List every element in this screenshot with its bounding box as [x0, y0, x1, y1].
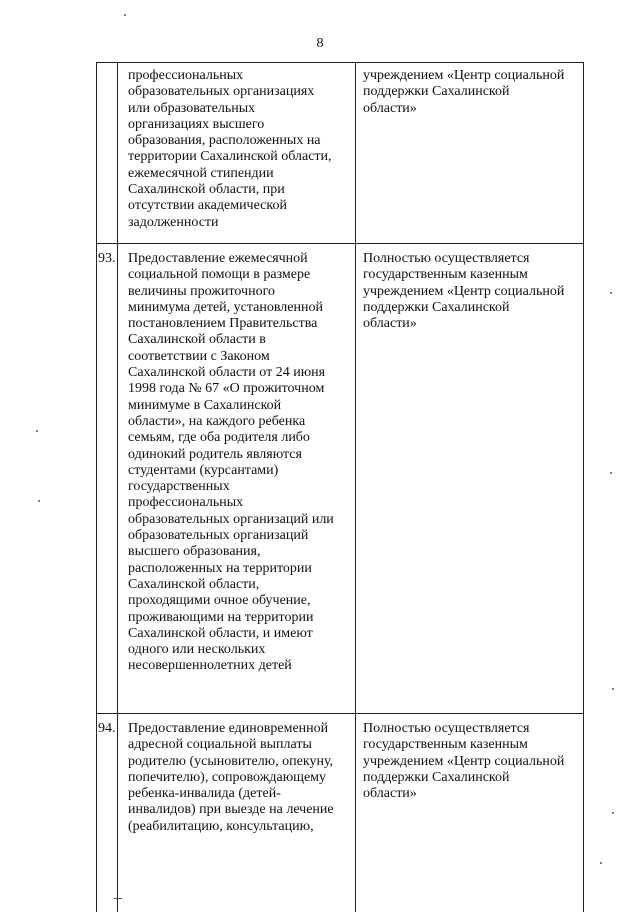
text-line: Сахалинской области, при	[128, 182, 285, 198]
scan-speck	[114, 898, 122, 899]
text-line: расположенных на территории	[128, 560, 312, 576]
text-line: профессиональных	[128, 495, 244, 511]
text-line: отсутствии академической	[128, 198, 287, 214]
text-line: Сахалинской области, и имеют	[128, 625, 313, 641]
text-line: учреждением «Центр социальной	[363, 283, 565, 299]
scan-speck	[36, 430, 38, 432]
text-line: социальной помощи в размере	[128, 267, 311, 283]
text-line: адресной социальной выплаты	[128, 737, 312, 753]
text-line: поддержки Сахалинской	[363, 299, 510, 315]
text-line: проходящими очное обучение,	[128, 593, 311, 609]
text-line: профессиональных	[128, 68, 244, 83]
text-line: минимуме в Сахалинской	[128, 397, 282, 413]
scan-speck	[124, 14, 126, 16]
text-line: Предоставление единовременной	[128, 721, 329, 736]
text-line: одного или нескольких	[128, 642, 266, 658]
text-line: величины прожиточного	[128, 283, 275, 299]
text-line: учреждением «Центр социальной	[363, 68, 565, 83]
text-line: семьям, где оба родителя либо	[128, 430, 310, 446]
implementation-note	[363, 68, 583, 117]
scan-speck	[610, 292, 612, 294]
text-line: образовательных организаций	[128, 528, 309, 544]
text-line: Предоставление ежемесячной	[128, 251, 308, 266]
text-line: минимума детей, установленной	[128, 299, 323, 315]
text-line: задолженности	[128, 214, 219, 230]
text-line: области»	[363, 786, 417, 802]
table-row	[97, 63, 583, 243]
text-line: попечителю), сопровождающему	[128, 769, 327, 785]
implementation-note	[363, 251, 583, 332]
text-line: организациях высшего	[128, 116, 265, 132]
text-line: образовательных организациях	[128, 84, 315, 100]
text-line: государственным казенным	[363, 737, 528, 753]
text-line: поддержки Сахалинской	[363, 84, 510, 100]
text-line: образования, расположенных на	[128, 133, 321, 149]
text-line: одинокий родитель являются	[128, 446, 302, 462]
text-line: территории Сахалинской области,	[128, 149, 332, 165]
text-line: постановлением Правительства	[128, 316, 318, 332]
text-line: инвалидов) при выезде на лечение	[128, 802, 334, 818]
table-row	[97, 713, 583, 914]
text-line: Полностью осуществляется	[363, 721, 530, 736]
implementation-note	[363, 721, 583, 802]
table-row	[97, 243, 583, 714]
service-description	[128, 721, 352, 835]
scan-speck	[38, 500, 40, 502]
text-line: высшего образования,	[128, 544, 261, 560]
text-line: области»	[363, 316, 417, 332]
text-line: области», на каждого ребенка	[128, 413, 306, 429]
page-number: 8	[316, 36, 324, 51]
text-line: ребенка-инвалида (детей-	[128, 786, 281, 802]
scan-speck	[610, 472, 612, 474]
text-line: ежемесячной стипендии	[128, 165, 274, 181]
text-line: соответствии с Законом	[128, 348, 270, 364]
text-line: образовательных организаций или	[128, 511, 334, 527]
scan-speck	[612, 812, 614, 814]
text-line: государственным казенным	[363, 267, 528, 283]
text-line: Сахалинской области,	[128, 576, 260, 592]
scan-speck	[612, 688, 614, 690]
row-number: 93.	[98, 251, 116, 266]
text-line: (реабилитацию, консультацию,	[128, 818, 314, 834]
text-line: несовершеннолетних детей	[128, 658, 292, 674]
text-line: области»	[363, 100, 417, 116]
service-description	[128, 68, 352, 231]
text-line: Сахалинской области в	[128, 332, 266, 348]
text-line: государственных	[128, 479, 230, 495]
scan-speck	[600, 862, 602, 864]
text-line: родителю (усыновителю, опекуну,	[128, 753, 334, 769]
row-number: 94.	[98, 721, 116, 736]
text-line: проживающими на территории	[128, 609, 314, 625]
text-line: студентами (курсантами)	[128, 462, 279, 478]
text-line: поддержки Сахалинской	[363, 769, 510, 785]
text-line: 1998 года № 67 «О прожиточном	[128, 381, 325, 397]
services-table	[96, 62, 584, 912]
service-description	[128, 251, 352, 675]
text-line: Сахалинской области от 24 июня	[128, 365, 326, 381]
text-line: учреждением «Центр социальной	[363, 753, 565, 769]
text-line: или образовательных	[128, 100, 256, 116]
text-line: Полностью осуществляется	[363, 251, 530, 266]
